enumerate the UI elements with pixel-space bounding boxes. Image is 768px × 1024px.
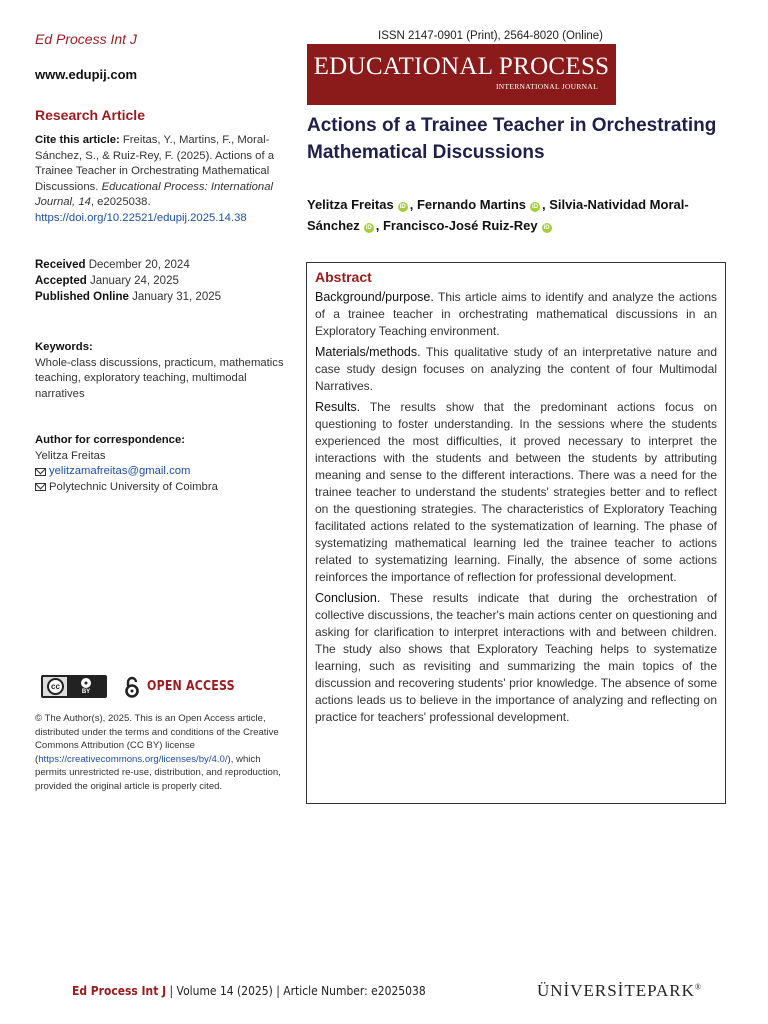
license-text-start: © The Author(s), 2025. This is an Open Access article, distributed under the terms and conditions of the Creative Commons Attribution (CC BY) license ( xyxy=(35,713,279,765)
abstract-section-label: Results. xyxy=(315,400,361,414)
license-badges xyxy=(41,675,250,698)
author-name[interactable]: Francisco-José Ruiz-Rey xyxy=(382,218,538,233)
license-text xyxy=(35,712,290,793)
keywords-block xyxy=(35,340,287,402)
abstract-section-label: Materials/methods. xyxy=(315,345,421,359)
abstract-section-text: The results show that the predominant actions focus on questioning to foster understanding. In the sessions where the students experienced the most difficulties, it proved necessary to interpret the interactions with the students and between the students by attributing meaning and sense to the different interactions. There was a need for the trainee teacher to understand the students' strategies better and to reflect on the questioning strategies. The characteristics of Exploratory Teaching facilitated actions related to the systematization of learning. The phase of systematizing mathematical learning led the trainee teacher to actions related to systematizing learning. Finally, the absence of some actions reinforces the importance of reflection for professional development. xyxy=(315,400,717,584)
open-access-lock-icon xyxy=(125,676,139,698)
author-list: Yelitza Freitas iD , Fernando Martins iD , Silvia-Natividad Moral-Sánchez iD , Francisco-José Ruiz-Rey iD xyxy=(307,197,689,233)
date-received xyxy=(35,257,221,273)
open-access-label: OPEN ACCESS xyxy=(147,679,235,694)
article-type: Research Article xyxy=(35,107,145,123)
envelope-icon xyxy=(35,483,46,491)
abstract-section-text: This article aims to identify and analyze the actions of a trainee teacher in orchestrating mathematical discussions in an Exploratory Teaching environment. xyxy=(315,290,717,338)
orcid-icon[interactable]: iD xyxy=(399,204,406,210)
article-dates xyxy=(35,257,221,305)
publisher-logo xyxy=(537,981,702,1001)
cite-label: Cite this article: xyxy=(35,134,120,146)
abstract-section-label: Background/purpose. xyxy=(315,290,434,304)
correspondence-affiliation-row xyxy=(35,480,287,496)
author-name[interactable]: Fernando Martins xyxy=(416,197,527,212)
banner-title: EDUCATIONAL PROCESS xyxy=(313,53,610,80)
author-name[interactable]: Yelitza Freitas xyxy=(307,197,394,212)
date-label: Published Online xyxy=(35,291,129,303)
cite-text: Freitas, Y., Martins, F., Moral-Sánchez, S., & Ruiz-Rey, F. (2025). Actions of a Trainee Teacher in Orchestrating Mathematical Discussions. xyxy=(35,134,275,193)
journal-banner xyxy=(307,44,616,105)
registered-mark: ® xyxy=(694,982,702,992)
by-text: BY xyxy=(81,689,91,695)
abstract-section-text: These results indicate that during the orchestration of collective discussions, the teacher's main actions center on questioning and asking for clarification to interpret interactions with and between children. The study also shows that Exploratory Teaching helps to systematize learning, such as revisiting and summarizing the main topics of the discussion and recovering students' prior knowledge. The absence of some actions leads us to believe in the importance of analyzing and reflecting on practice for teachers' professional development. xyxy=(315,591,717,724)
abstract-section xyxy=(315,289,717,340)
orcid-icon[interactable]: iD xyxy=(532,204,539,210)
cite-journal: Educational Process: International Journal, 14 xyxy=(35,180,274,208)
keywords-label: Keywords: xyxy=(35,341,93,353)
abstract-section-label: Conclusion. xyxy=(315,591,381,605)
by-label xyxy=(67,677,105,696)
citation-block xyxy=(35,133,287,226)
footer-journal: Ed Process Int J xyxy=(72,983,167,998)
date-published xyxy=(35,289,221,305)
publisher-name: ÜNİVERSİTEPARK xyxy=(537,981,695,1000)
cc-by-badge[interactable] xyxy=(41,675,107,698)
issn-line: ISSN 2147-0901 (Print), 2564-8020 (Online) xyxy=(378,30,604,42)
orcid-icon[interactable]: iD xyxy=(365,225,372,231)
abstract-section-text: This qualitative study of an interpretative nature and case study design focuses on analyzing the content of four Multimodal Narratives. xyxy=(315,345,717,393)
license-text-end: ), which permits unrestricted re-use, distribution, and reproduction, provided the original article is properly cited. xyxy=(35,753,281,792)
author-name[interactable]: Silvia-Natividad Moral-Sánchez xyxy=(307,197,689,233)
correspondence-label: Author for correspondence: xyxy=(35,434,186,446)
orcid-icon[interactable]: iD xyxy=(543,225,550,231)
date-label: Accepted xyxy=(35,275,87,287)
cite-text-end: , e2025038. xyxy=(90,196,151,208)
correspondence-email-link[interactable]: yelitzamafreitas@gmail.com xyxy=(49,465,191,477)
journal-abbreviation: Ed Process Int J xyxy=(35,31,137,47)
date-value: December 20, 2024 xyxy=(88,259,190,271)
abstract-section xyxy=(315,344,717,395)
correspondence-email-row xyxy=(35,464,287,480)
article-title: Actions of a Trainee Teacher in Orchestrating Mathematical Discussions xyxy=(307,115,717,163)
correspondence-affiliation: Polytechnic University of Coimbra xyxy=(49,480,218,493)
journal-website-link[interactable]: www.edupij.com xyxy=(35,67,138,82)
date-label: Received xyxy=(35,259,86,271)
abstract-box xyxy=(306,262,726,804)
correspondence-name: Yelitza Freitas xyxy=(35,449,106,462)
cite-doi-link[interactable]: https://doi.org/10.22521/edupij.2025.14.38 xyxy=(35,211,247,224)
page-footer-citation xyxy=(72,983,426,998)
footer-meta: | Volume 14 (2025) | Article Number: e2025038 xyxy=(166,983,426,998)
envelope-icon xyxy=(35,468,46,476)
date-accepted xyxy=(35,273,221,289)
keywords-text: Whole-class discussions, practicum, mathematics teaching, exploratory teaching, multimodal narratives xyxy=(35,356,284,400)
person-icon: ● xyxy=(81,678,91,688)
abstract-section xyxy=(315,590,717,726)
banner-subtitle: INTERNATIONAL JOURNAL xyxy=(495,82,598,91)
date-value: January 31, 2025 xyxy=(132,291,222,303)
date-value: January 24, 2025 xyxy=(89,275,179,287)
abstract-section xyxy=(315,399,717,586)
license-link[interactable]: https://creativecommons.org/licenses/by/4.0/ xyxy=(38,753,228,765)
abstract-heading: Abstract xyxy=(315,269,372,285)
cc-icon: cc xyxy=(47,678,64,695)
correspondence-block xyxy=(35,433,287,495)
